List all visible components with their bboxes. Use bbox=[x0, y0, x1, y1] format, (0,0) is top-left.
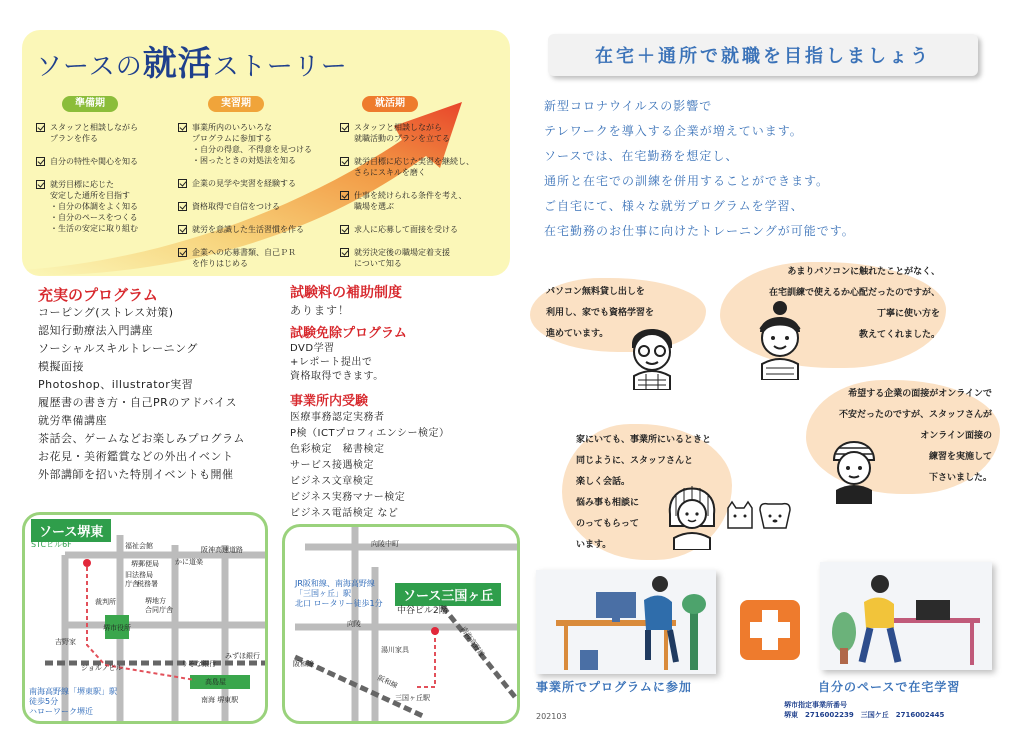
phase-badge: 準備期 bbox=[62, 96, 118, 112]
checkbox-checked-icon bbox=[178, 225, 187, 234]
checklist-item bbox=[178, 201, 312, 212]
checklist-item bbox=[340, 156, 474, 178]
phase-checklist bbox=[178, 122, 312, 276]
intro-line: ご自宅にて、様々な就労プログラムを学習、 bbox=[544, 199, 804, 213]
checklist-item bbox=[340, 190, 474, 212]
checklist-item-text: 仕事を続けられる条件を考え、 職場を選ぶ bbox=[354, 191, 467, 211]
testimonial-1: パソコン無料貸し出しを 利用し、家でも資格学習を 進めています。 bbox=[546, 287, 655, 339]
map-label: 南海高野線 bbox=[459, 625, 486, 659]
checklist-item-text: 企業の見学や実習を経験する bbox=[192, 179, 296, 188]
facility-registration-numbers: 堺市指定事業所番号 堺東 2716002239 三国ケ丘 2716002445 bbox=[784, 701, 945, 719]
map-label: 阪神高速道路 bbox=[201, 546, 243, 554]
inhouse-exam-item: 色彩検定 秘書検定 bbox=[290, 444, 385, 455]
checkbox-checked-icon bbox=[178, 248, 187, 257]
story-title: ソースの就活ストーリー bbox=[36, 44, 348, 84]
checklist-item bbox=[178, 122, 312, 166]
program-item: ソーシャルスキルトレーニング bbox=[38, 342, 198, 355]
checklist-item bbox=[340, 247, 474, 269]
checkbox-checked-icon bbox=[178, 123, 187, 132]
map-label: 福祉会館 bbox=[125, 542, 153, 550]
testimonial-2: あまりパソコンに触れたことがなく、 在宅訓練で使えるか心配だったのですが、 丁寧に使い方を 教えてくれました。 bbox=[768, 267, 940, 340]
checklist-item bbox=[340, 224, 474, 235]
map-sakaihigashi bbox=[22, 512, 268, 724]
map-label: 堺郵便局 bbox=[131, 560, 159, 568]
programs-list bbox=[38, 304, 245, 484]
intro-line: ソースでは、在宅勤務を想定し、 bbox=[544, 149, 739, 163]
map-label: 裁判所 bbox=[95, 598, 116, 606]
program-item: 茶話会、ゲームなどお楽しみプログラム bbox=[38, 432, 245, 445]
program-item: 就労準備講座 bbox=[38, 414, 107, 427]
person-bob-hair-icon bbox=[662, 470, 722, 550]
map-mikunigaoka-title: ソース三国ヶ丘 bbox=[395, 583, 501, 606]
inhouse-exam-item: サービス接遇検定 bbox=[290, 460, 374, 471]
checklist-item-text: 事業所内のいろいろな プログラムに参加する ・自分の得意、不得意を見つける ・困ったときの対処法を知る bbox=[192, 123, 312, 165]
checklist-item-text: 就労決定後の職場定着支援 について知る bbox=[354, 248, 450, 268]
home-study-illustration bbox=[820, 562, 992, 670]
checklist-item-text: 就労目標に応じた実習を継続し、 さらにスキルを磨く bbox=[354, 157, 474, 177]
checklist-item bbox=[178, 224, 312, 235]
testimonial-3: 希望する企業の面接がオンラインで 不安だったのですが、スタッフさんが オンライン面接の 練習を実施して 下さいました。 bbox=[838, 389, 992, 483]
map-label: 阪和線 bbox=[293, 660, 314, 668]
exempt-line: 資格取得できます。 bbox=[290, 371, 384, 382]
right-title-box bbox=[548, 34, 978, 76]
checkbox-checked-icon bbox=[36, 157, 45, 166]
phase-badge: 実習期 bbox=[208, 96, 264, 112]
exempt-line: DVD学習 bbox=[290, 343, 335, 354]
map-mikunigaoka-subtitle: 中谷ビル2階 bbox=[397, 606, 448, 616]
map-sakaihigashi-title: ソース堺東 bbox=[31, 519, 111, 542]
person-glasses-icon bbox=[624, 318, 680, 390]
map-label: 阪和線 bbox=[376, 673, 399, 691]
checkbox-checked-icon bbox=[340, 248, 349, 257]
checkbox-checked-icon bbox=[340, 123, 349, 132]
testimonial-4: 家にいても、事業所にいるときと 同じように、スタッフさんと 楽しく会話。 悩み事も相談に のってもらって います。 bbox=[576, 435, 712, 550]
inhouse-exam-item: 医療事務認定実務者 bbox=[290, 412, 385, 423]
map-label: みずほ銀行 bbox=[225, 652, 260, 660]
phase-checklist bbox=[340, 122, 474, 276]
checkbox-checked-icon bbox=[178, 202, 187, 211]
print-code: 202103 bbox=[536, 712, 567, 721]
plus-icon bbox=[740, 600, 800, 660]
program-item: 履歴書の書き方・自己PRのアドバイス bbox=[38, 396, 237, 409]
map-label: ジョルノビル bbox=[81, 664, 123, 672]
map-label: りそな銀行 bbox=[181, 660, 216, 668]
phase-badge: 就活期 bbox=[362, 96, 418, 112]
checklist-item-text: 企業への応募書類、自己ＰＲ を作りはじめる bbox=[192, 248, 296, 268]
checkbox-checked-icon bbox=[340, 225, 349, 234]
map-label: 高島屋 bbox=[205, 678, 226, 686]
checkbox-checked-icon bbox=[178, 179, 187, 188]
phase-checklist bbox=[36, 122, 138, 246]
checkbox-checked-icon bbox=[36, 180, 45, 189]
map-label: 税務署 bbox=[137, 580, 158, 588]
checklist-item bbox=[178, 178, 312, 189]
checklist-item-text: スタッフと相談しながら プランを作る bbox=[50, 123, 138, 143]
map-label: かに道楽 bbox=[175, 558, 203, 566]
checklist-item bbox=[36, 122, 138, 144]
programs-heading: 充実のプログラム bbox=[38, 286, 158, 304]
map-mikunigaoka-access: JR阪和線、南海高野線 「三国ヶ丘」駅 北口 ロータリー徒歩1分 bbox=[295, 579, 383, 608]
checklist-item-text: 就労を意識した生活習慣を作る bbox=[192, 225, 304, 234]
map-label: 堺市役所 bbox=[103, 624, 131, 632]
map-label: 向陵中町 bbox=[371, 540, 399, 548]
intro-line: 通所と在宅での訓練を併用することができます。 bbox=[544, 174, 830, 188]
map-mikunigaoka-roads bbox=[285, 527, 517, 721]
exempt-line: +レポート提出で bbox=[290, 357, 373, 368]
exam-exempt-heading: 試験免除プログラム bbox=[290, 326, 407, 341]
checklist-item bbox=[340, 122, 474, 144]
inhouse-exam-list bbox=[290, 410, 450, 522]
map-label: 三国ヶ丘駅 bbox=[395, 694, 430, 702]
map-sakaihigashi-subtitle: STCビル6F bbox=[31, 540, 72, 549]
checkbox-checked-icon bbox=[340, 157, 349, 166]
program-item: 外部講師を招いた特別イベントも開催 bbox=[38, 468, 234, 481]
office-training-illustration bbox=[536, 570, 716, 674]
inhouse-exam-heading: 事業所内受験 bbox=[290, 394, 369, 409]
program-item: コーピング(ストレス対策) bbox=[38, 306, 174, 319]
map-label: 向陵 bbox=[347, 620, 361, 628]
inhouse-exam-item: P検（ICTプロフィエンシー検定） bbox=[290, 428, 450, 439]
checkbox-checked-icon bbox=[36, 123, 45, 132]
exam-exempt-list bbox=[290, 342, 384, 384]
caption-office: 事業所でプログラムに参加 bbox=[536, 680, 692, 694]
cat-and-dog-icon bbox=[724, 500, 794, 532]
checklist-item bbox=[36, 156, 138, 167]
intro-line: 新型コロナウイルスの影響で bbox=[544, 99, 713, 113]
checklist-item bbox=[178, 247, 312, 269]
exam-subsidy-heading: 試験料の補助制度 bbox=[290, 285, 402, 301]
map-label: 吉野家 bbox=[55, 638, 76, 646]
program-item: 模擬面接 bbox=[38, 360, 84, 373]
story-panel bbox=[22, 30, 510, 276]
program-item: お花見・美術鑑賞などの外出イベント bbox=[38, 450, 234, 463]
intro-line: 在宅勤務のお仕事に向けたトレーニングが可能です。 bbox=[544, 224, 855, 238]
map-label: 旧法務局 庁舎 bbox=[125, 571, 153, 588]
map-mikunigaoka bbox=[282, 524, 520, 724]
checklist-item-text: 自分の特性や関心を知る bbox=[50, 157, 138, 166]
program-item: 認知行動療法入門講座 bbox=[38, 324, 153, 337]
program-item: Photoshop、illustrator実習 bbox=[38, 378, 194, 391]
checkbox-checked-icon bbox=[340, 191, 349, 200]
person-beanie-icon bbox=[826, 430, 882, 504]
inhouse-exam-item: ビジネス文章検定 bbox=[290, 476, 374, 487]
checklist-item-text: 求人に応募して面接を受ける bbox=[354, 225, 458, 234]
exam-subsidy-text: あります！ bbox=[290, 304, 350, 317]
intro-text bbox=[544, 94, 855, 244]
map-label: 堺地方 合同庁舎 bbox=[145, 597, 173, 614]
map-sakaihigashi-access: 南海高野線「堺東駅」駅 徒歩5分 ハローワーク堺近 bbox=[29, 687, 117, 716]
intro-line: テレワークを導入する企業が増えています。 bbox=[544, 124, 803, 138]
checklist-item bbox=[36, 179, 138, 234]
inhouse-exam-item: ビジネス実務マナー検定 bbox=[290, 492, 406, 503]
map-label: 湯川家具 bbox=[381, 646, 409, 654]
right-title: 在宅＋通所で就職を目指しましょう bbox=[595, 46, 931, 67]
person-bun-hair-icon bbox=[750, 300, 810, 380]
map-label: 南海 堺東駅 bbox=[201, 696, 239, 704]
checklist-item-text: 資格取得で自信をつける bbox=[192, 202, 280, 211]
inhouse-exam-item: ビジネス電話検定 など bbox=[290, 508, 399, 519]
caption-home: 自分のペースで在宅学習 bbox=[818, 680, 961, 694]
checklist-item-text: 就労目標に応じた 安定した通所を目指す ・自分の体調をよく知る ・自分のペースをつくる ・生活の安定に取り組む bbox=[50, 180, 138, 233]
checklist-item-text: スタッフと相談しながら 就職活動のプランを立てる bbox=[354, 123, 450, 143]
